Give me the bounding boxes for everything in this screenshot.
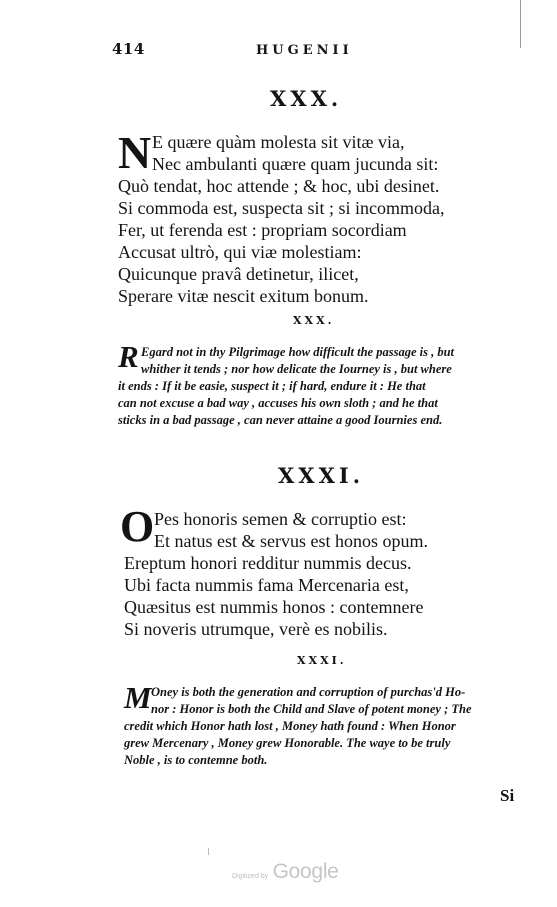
poem-line: Nec ambulanti quære quam jucunda sit:	[152, 154, 439, 174]
translation-line: Noble , is to contemne both.	[124, 753, 268, 767]
poem-line: Accusat ultrò, qui viæ molestiam:	[118, 242, 362, 262]
translation-line: sticks in a bad passage , can never attaine a good Iournies end.	[118, 413, 443, 427]
poem-line: E quære quàm molesta sit vitæ via,	[152, 132, 405, 152]
poem-line: Ubi facta nummis fama Mercenaria est,	[124, 575, 409, 595]
translation-line: it ends : If it be easie, suspect it ; if hard, endure it : He that	[118, 379, 426, 393]
translation-line: Egard not in thy Pilgrimage how difficult the passage is , but	[141, 345, 455, 359]
translation-line: can not excuse a bad way , accuses his own sloth ; and he that	[118, 396, 438, 410]
page-number: 414	[112, 40, 145, 58]
poem-line: Sperare vitæ nescit exitum bonum.	[118, 286, 369, 306]
drop-cap: M	[124, 680, 152, 715]
latin-poem	[152, 131, 438, 175]
section-numeral: XXXI.	[278, 463, 365, 488]
print-mark	[208, 848, 209, 855]
poem-line: Si commoda est, suspecta sit ; si incommoda,	[118, 198, 445, 218]
english-translation	[141, 344, 454, 378]
section-numeral: XXX.	[270, 86, 343, 111]
latin-poem-continued	[118, 175, 444, 307]
page-edge-line	[520, 0, 521, 48]
poem-line: Quò tendat, hoc attende ; & hoc, ubi desinet.	[118, 176, 440, 196]
drop-cap: R	[118, 339, 139, 374]
poem-line: Quæsitus est nummis honos : contemnere	[124, 597, 424, 617]
translation-line: whither it tends ; nor how delicate the Iourney is , but where	[141, 362, 452, 376]
translation-numeral: XXXI.	[297, 654, 347, 667]
translation-line: nor : Honor is both the Child and Slave of potent money ; The	[151, 702, 472, 716]
poem-line: Si noveris utrumque, verè es nobilis.	[124, 619, 388, 639]
latin-poem	[154, 508, 428, 552]
translation-numeral: XXX.	[293, 314, 335, 327]
poem-line: Et natus est & servus est honos opum.	[154, 531, 428, 551]
drop-cap: N	[118, 127, 152, 178]
drop-cap: O	[120, 502, 155, 551]
catchword: Si	[500, 786, 515, 805]
watermark-prefix: Digitized by	[232, 873, 269, 880]
poem-line: Pes honoris semen & corruptio est:	[154, 509, 407, 529]
poem-line: Quicunque pravâ detinetur, ilicet,	[118, 264, 359, 284]
english-translation-continued	[124, 718, 456, 769]
running-title: HUGENII	[256, 43, 353, 58]
translation-line: Oney is both the generation and corruption of purchas'd Ho-	[151, 685, 466, 699]
translation-line: grew Mercenary , Money grew Honorable. The waye to be truly	[124, 736, 451, 750]
poem-line: Ereptum honori redditur nummis decus.	[124, 553, 412, 573]
digitization-watermark	[232, 860, 339, 884]
translation-line: credit which Honor hath lost , Money hath found : When Honor	[124, 719, 456, 733]
latin-poem-continued	[124, 552, 423, 640]
english-translation-continued	[118, 378, 442, 429]
google-logo: Google	[272, 860, 339, 883]
english-translation	[151, 684, 472, 718]
poem-line: Fer, ut ferenda est : propriam socordiam	[118, 220, 407, 240]
